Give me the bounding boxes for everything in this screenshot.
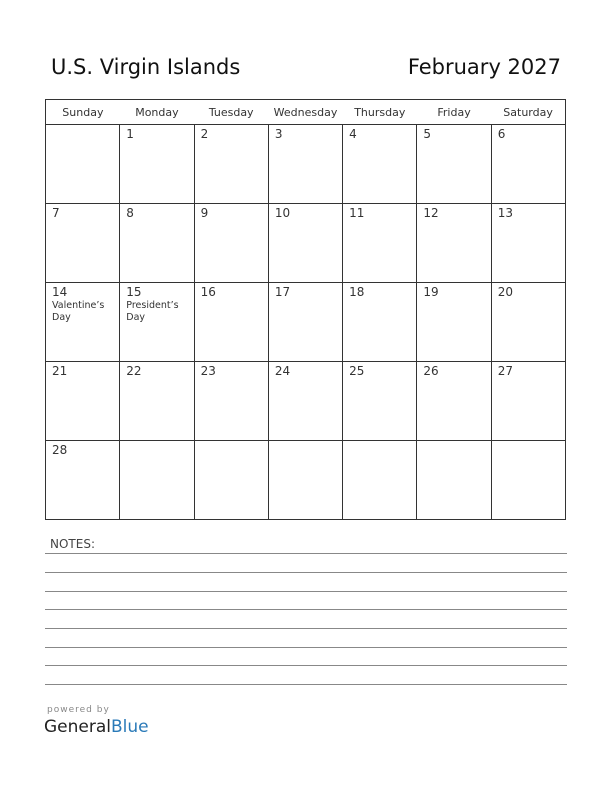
powered-by-text: powered by xyxy=(47,705,110,715)
day-number: 24 xyxy=(274,364,291,378)
notes-line xyxy=(45,628,567,629)
day-cell xyxy=(194,441,268,520)
day-cell xyxy=(417,362,491,441)
brand-general: General xyxy=(44,717,111,737)
day-number: 4 xyxy=(349,127,357,141)
day-number: 13 xyxy=(497,206,513,220)
day-number: 19 xyxy=(423,285,439,299)
day-number: 12 xyxy=(423,206,439,220)
day-number: 10 xyxy=(274,206,291,220)
day-number: 20 xyxy=(497,285,513,299)
weekday-friday: Friday xyxy=(417,100,491,125)
day-number: 1 xyxy=(126,127,134,141)
weekday-thursday: Thursday xyxy=(343,100,417,125)
day-number: 18 xyxy=(349,285,365,299)
day-cell xyxy=(268,283,342,362)
weekday-saturday: Saturday xyxy=(491,100,565,125)
weekday-wednesday: Wednesday xyxy=(268,100,342,125)
day-cell xyxy=(343,204,417,283)
day-cell xyxy=(417,125,491,204)
notes-label: NOTES: xyxy=(50,537,95,551)
day-number: 2 xyxy=(200,127,209,141)
day-cell xyxy=(343,441,417,520)
weekday-monday: Monday xyxy=(120,100,194,125)
week-row xyxy=(46,441,566,520)
notes-line xyxy=(45,609,567,610)
day-number: 21 xyxy=(52,364,68,378)
notes-line xyxy=(45,665,567,666)
notes-line xyxy=(45,553,567,554)
day-number: 22 xyxy=(126,364,142,378)
day-cell xyxy=(343,283,417,362)
day-cell xyxy=(491,204,565,283)
day-number: 28 xyxy=(52,443,68,457)
brand-blue: Blue xyxy=(111,717,149,737)
weekday-sunday: Sunday xyxy=(46,100,120,125)
day-cell xyxy=(46,362,120,441)
day-number: 9 xyxy=(200,206,209,220)
week-row xyxy=(46,204,566,283)
day-number: 23 xyxy=(200,364,216,378)
day-cell xyxy=(46,125,120,204)
generalblue-logo[interactable] xyxy=(44,717,149,737)
day-number: 11 xyxy=(349,206,365,220)
day-cell xyxy=(491,283,565,362)
day-number: 6 xyxy=(497,127,506,141)
day-number: 14 xyxy=(52,285,68,299)
day-cell xyxy=(46,441,120,520)
day-cell xyxy=(343,362,417,441)
day-number: 7 xyxy=(52,206,60,220)
day-cell xyxy=(491,125,565,204)
day-cell xyxy=(120,362,194,441)
calendar-grid xyxy=(45,99,566,520)
notes-line xyxy=(45,591,567,592)
day-cell xyxy=(417,204,491,283)
day-cell xyxy=(120,204,194,283)
day-cell xyxy=(46,283,120,362)
calendar-country-title: U.S. Virgin Islands xyxy=(51,55,241,79)
day-cell xyxy=(194,362,268,441)
day-number: 8 xyxy=(126,206,134,220)
day-cell xyxy=(417,283,491,362)
week-row xyxy=(46,125,566,204)
day-cell xyxy=(268,441,342,520)
notes-line xyxy=(45,684,567,685)
day-cell xyxy=(491,362,565,441)
day-number: 25 xyxy=(349,364,365,378)
day-number: 15 xyxy=(126,285,142,299)
day-cell xyxy=(491,441,565,520)
day-cell xyxy=(268,362,342,441)
holiday-label: President’s Day xyxy=(126,300,179,323)
day-cell xyxy=(120,283,194,362)
weekday-header-row xyxy=(46,100,566,125)
day-cell xyxy=(120,441,194,520)
day-number: 3 xyxy=(274,127,283,141)
week-row xyxy=(46,283,566,362)
day-cell xyxy=(46,204,120,283)
notes-line xyxy=(45,572,567,573)
holiday-label: Valentine’s Day xyxy=(52,300,105,323)
week-row xyxy=(46,362,566,441)
day-cell xyxy=(268,204,342,283)
day-cell xyxy=(417,441,491,520)
day-number: 5 xyxy=(423,127,432,141)
day-number: 27 xyxy=(497,364,513,378)
day-cell xyxy=(343,125,417,204)
day-cell xyxy=(268,125,342,204)
day-number: 26 xyxy=(423,364,439,378)
day-cell xyxy=(194,125,268,204)
calendar-month-title: February 2027 xyxy=(407,55,561,79)
day-number: 17 xyxy=(274,285,291,299)
day-cell xyxy=(194,283,268,362)
weekday-tuesday: Tuesday xyxy=(194,100,268,125)
day-cell xyxy=(194,204,268,283)
day-number: 16 xyxy=(200,285,216,299)
day-cell xyxy=(120,125,194,204)
notes-line xyxy=(45,647,567,648)
